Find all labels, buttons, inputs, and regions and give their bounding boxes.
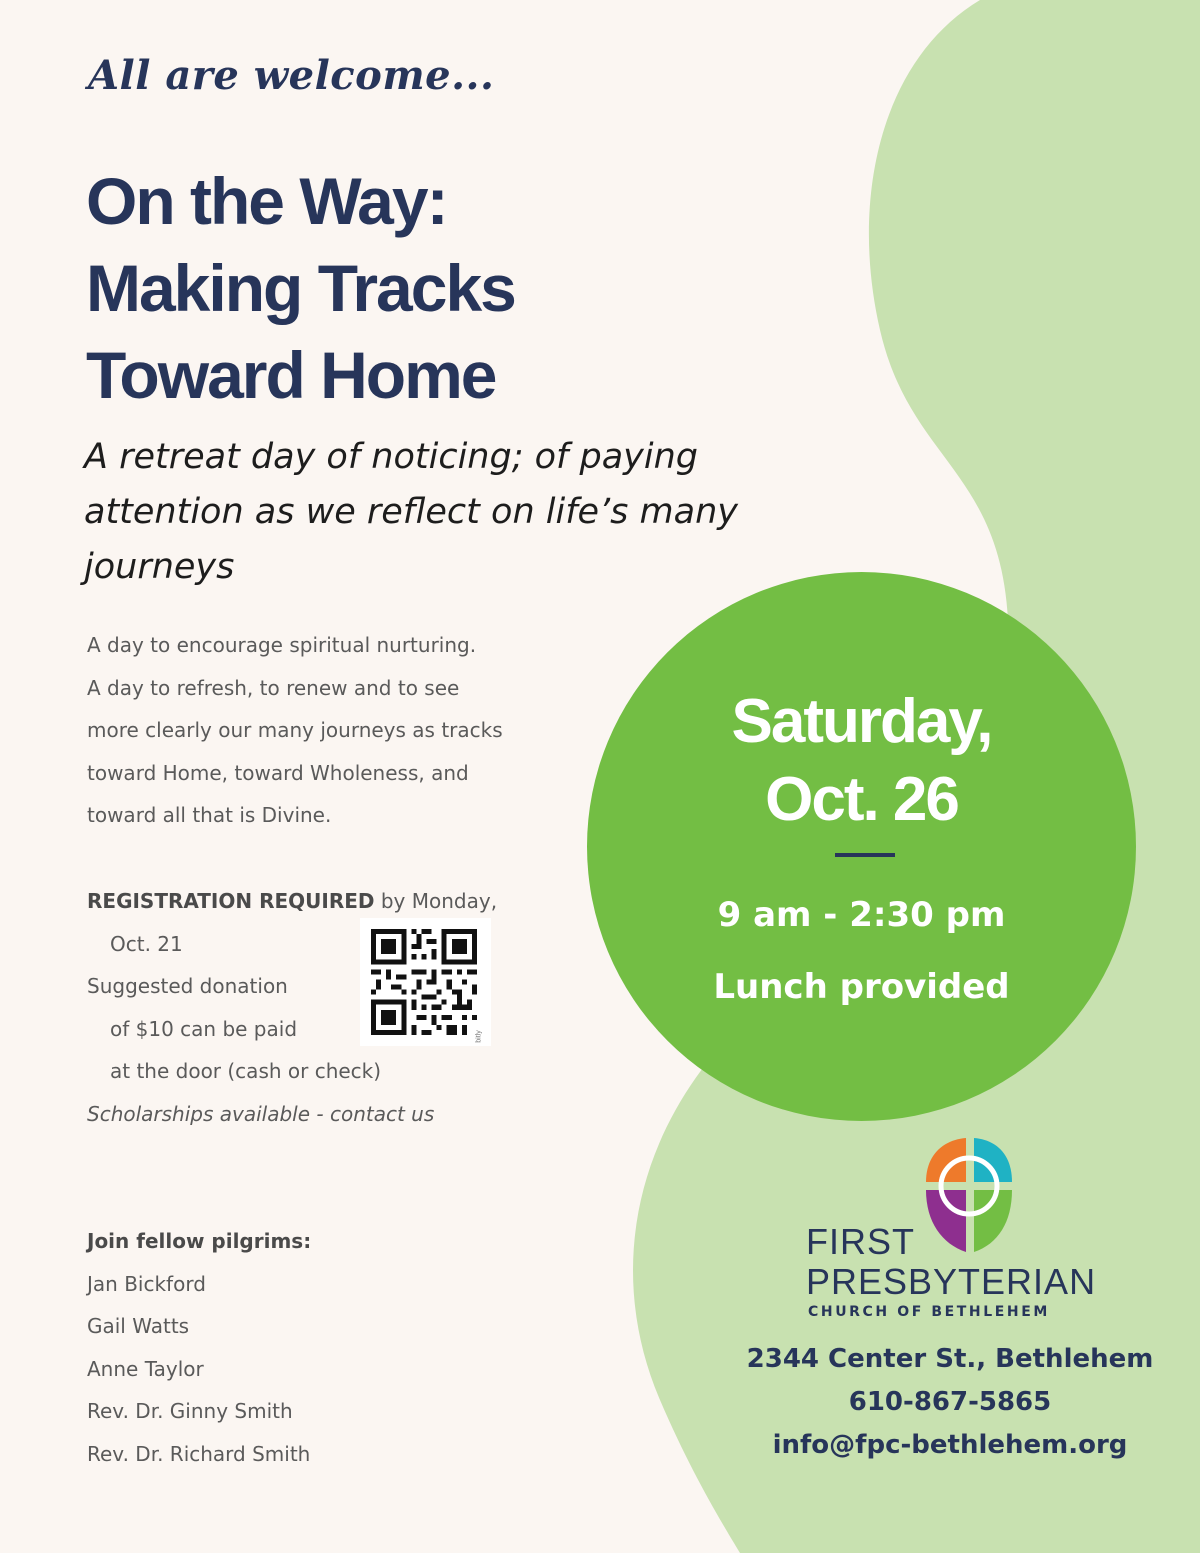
- church-address: 2344 Center St., Bethlehem: [746, 1344, 1154, 1374]
- registration-deadline-text: by Monday,: [374, 889, 498, 913]
- registration-info: [87, 880, 587, 1136]
- church-email[interactable]: info@fpc-bethlehem.org: [772, 1430, 1128, 1460]
- subtitle-line-3: journeys: [84, 547, 235, 587]
- pilgrim-name: Rev. Dr. Richard Smith: [87, 1441, 311, 1466]
- description-line: A day to encourage spiritual nurturing.: [87, 633, 477, 657]
- pilgrim-name: Anne Taylor: [87, 1356, 204, 1381]
- description-line: A day to refresh, to renew and to see: [87, 675, 460, 700]
- pilgrim-name: Gail Watts: [87, 1314, 190, 1339]
- pilgrims-list: [87, 1220, 487, 1476]
- description-line: toward all that is Divine.: [87, 803, 332, 828]
- title-line-1: On the Way:: [86, 164, 447, 238]
- subtitle-line-1: A retreat day of noticing; of paying: [84, 437, 698, 477]
- scholarships-note: Scholarships available - contact us: [87, 1101, 435, 1126]
- registration-qr-code[interactable]: [360, 918, 491, 1046]
- pilgrim-name: Jan Bickford: [87, 1271, 206, 1296]
- church-name-first: FIRST: [806, 1221, 915, 1262]
- event-title: [86, 158, 726, 419]
- registration-line: [87, 880, 587, 923]
- donation-line-2: of $10 can be paid: [110, 1016, 298, 1041]
- date-divider: [835, 853, 895, 857]
- qr-caption: bitly: [475, 1030, 483, 1043]
- church-name-subtitle: CHURCH OF BETHLEHEM: [808, 1304, 1050, 1320]
- lunch-note: Lunch provided: [713, 967, 1010, 1007]
- event-day: Saturday,: [731, 687, 992, 756]
- pilgrim-name: Rev. Dr. Ginny Smith: [87, 1399, 293, 1424]
- event-time: 9 am - 2:30 pm: [717, 895, 1006, 935]
- description-line: toward Home, toward Wholeness, and: [87, 760, 469, 785]
- registration-date: Oct. 21: [110, 931, 183, 956]
- church-phone[interactable]: 610-867-5865: [848, 1387, 1052, 1417]
- pilgrims-heading: Join fellow pilgrims:: [87, 1229, 312, 1253]
- title-line-3: Toward Home: [86, 338, 496, 412]
- registration-required-label: REGISTRATION REQUIRED: [87, 889, 375, 913]
- qr-code-icon: [371, 929, 477, 1035]
- church-logo-icon: [920, 1136, 1020, 1254]
- church-name-presbyterian: PRESBYTERIAN: [806, 1261, 1097, 1302]
- welcome-heading: All are welcome...: [88, 52, 495, 99]
- event-date-circle: [587, 572, 1136, 1121]
- event-description: [87, 624, 607, 837]
- donation-line-3: at the door (cash or check): [110, 1059, 382, 1084]
- event-subtitle: [84, 430, 824, 595]
- subtitle-line-2: attention as we reflect on life’s many: [84, 492, 738, 532]
- description-line: more clearly our many journeys as tracks: [87, 718, 503, 743]
- event-date: Oct. 26: [765, 765, 958, 834]
- donation-line-1: Suggested donation: [87, 974, 288, 999]
- title-line-2: Making Tracks: [86, 251, 515, 325]
